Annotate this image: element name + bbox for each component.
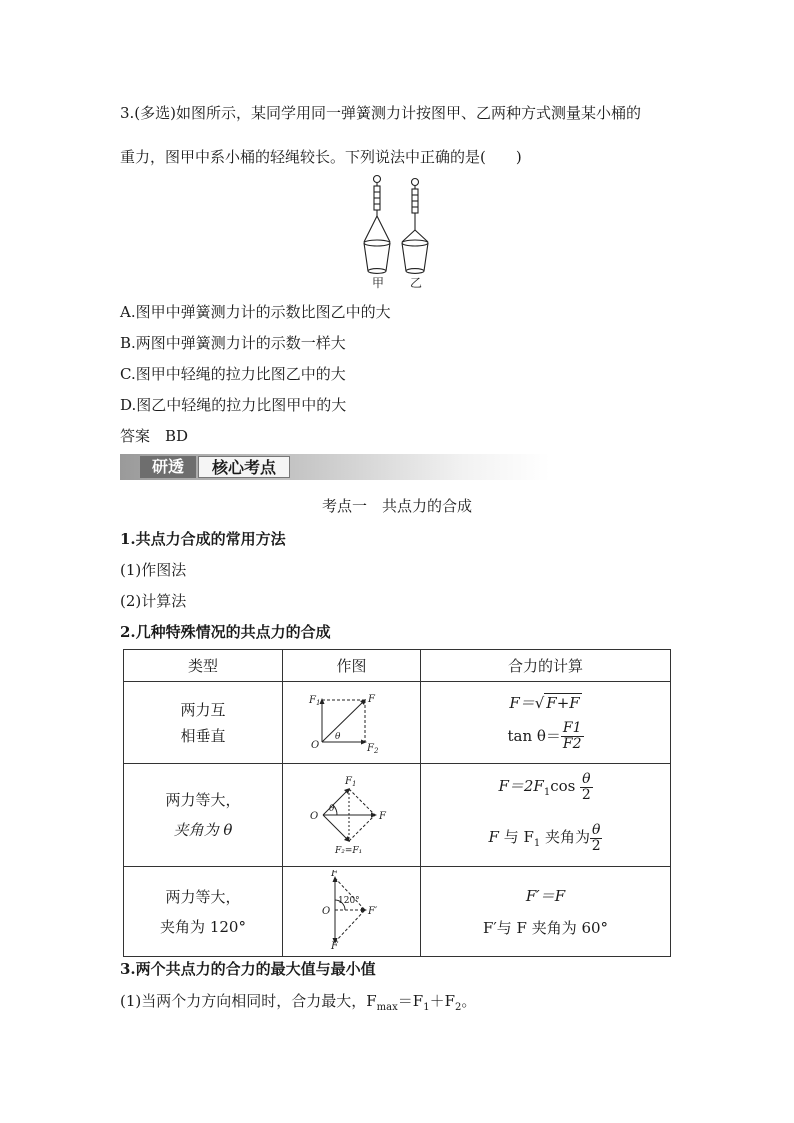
answer-label: 答案	[120, 427, 151, 445]
option-a: A.图甲中弹簧测力计的示数比图乙中的大	[120, 303, 391, 321]
svg-text:F1: $F_1$	[308, 694, 320, 707]
table-row	[124, 764, 671, 867]
svg-text:O: O	[321, 905, 330, 917]
banner-tag-yantou: 研透	[140, 456, 196, 478]
table-row	[124, 867, 671, 957]
section-banner	[120, 454, 550, 480]
option-b: B.两图中弹簧测力计的示数一样大	[120, 334, 346, 352]
svg-text:F: F	[330, 940, 338, 950]
row2-type: 两力等大， 夹角为 θ	[124, 764, 283, 867]
heading-max-min: 3.两个共点力的合力的最大值与最小值	[120, 960, 376, 978]
section-title: 考点一 共点力的合成	[321, 497, 472, 515]
fig-label-jia: 甲	[372, 276, 385, 290]
svg-text:F′: F′	[367, 905, 377, 917]
svg-text:F: F	[378, 811, 386, 822]
row1-type: 两力互 相垂直	[124, 682, 283, 764]
row3-calc: F′＝F F′与 F 夹角为 60°	[421, 867, 671, 957]
svg-text:θ: θ	[334, 731, 340, 742]
equal-forces-angle-diagram	[307, 771, 397, 855]
method-calculation: (2)计算法	[120, 592, 187, 610]
answer-value: BD	[165, 427, 189, 445]
question-line-1: 3.(多选)如图所示，某同学用同一弹簧测力计按图甲、乙两种方式测量某小桶的	[120, 104, 642, 122]
row3-figure	[283, 867, 421, 957]
row3-type: 两力等大， 夹角为 120°	[124, 867, 283, 957]
svg-text:120°: 120°	[337, 895, 360, 906]
row2-figure	[283, 764, 421, 867]
row1-calc: F＝√ F+F tan θ＝ $\frac{F1}{F2}$	[421, 682, 671, 764]
option-d: D.图乙中轻绳的拉力比图甲中的大	[120, 396, 347, 414]
row2-calc: $F=2F_1\cos$ $\frac{\theta}{2}$ F 与 $F_1$ 夹角为 $\frac{\theta}{2}$	[421, 764, 671, 867]
banner-tag-core: 核心考点	[198, 456, 290, 478]
svg-text:O: O	[309, 811, 318, 822]
svg-text:O: O	[310, 739, 319, 751]
svg-text:F: F	[367, 693, 375, 705]
forces-120-diagram	[307, 870, 397, 950]
spring-scale-figure	[355, 172, 445, 290]
row1-figure	[283, 682, 421, 764]
svg-text:F: F	[330, 869, 338, 879]
heading-special-cases: 2.几种特殊情况的共点力的合成	[120, 623, 331, 641]
svg-text:F2: $F_2$	[366, 742, 378, 754]
special-cases-table	[123, 649, 671, 957]
header-figure: 作图	[283, 650, 421, 682]
heading-common-methods: 1.共点力合成的常用方法	[120, 530, 286, 548]
method-graphical: (1)作图法	[120, 561, 187, 579]
table-row	[124, 682, 671, 764]
max-resultant-line: (1)当两个力方向相同时，合力最大，$F_{max}=F_1+F_2$。	[120, 992, 477, 1013]
table-header-row	[124, 650, 671, 682]
option-c: C.图甲中轻绳的拉力比图乙中的大	[120, 365, 346, 383]
perpendicular-forces-diagram	[307, 688, 397, 754]
header-type: 类型	[124, 650, 283, 682]
header-calc: 合力的计算	[421, 650, 671, 682]
svg-text:F1: $F_1$	[344, 776, 356, 788]
fig-label-yi: 乙	[410, 276, 423, 290]
answer-line	[120, 425, 188, 446]
svg-text:F₂=F₁: F₂=F₁	[334, 846, 362, 855]
svg-text:θ: θ	[328, 804, 334, 814]
question-line-2: 重力，图甲中系小桶的轻绳较长。下列说法中正确的是( )	[120, 148, 522, 166]
